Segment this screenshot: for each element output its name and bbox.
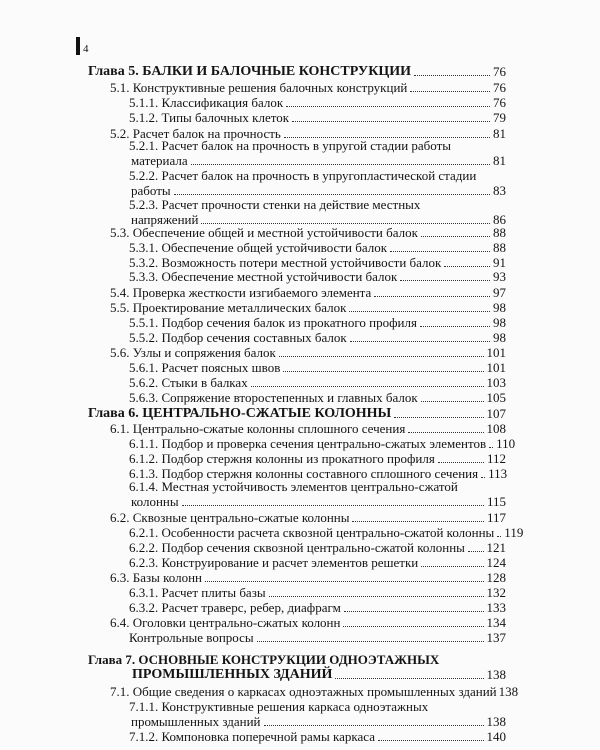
- toc-entry-title: 5.6.2. Стыки в балках: [129, 375, 248, 390]
- toc-entry-page: 121: [486, 540, 506, 555]
- toc-entry-title: 5.1.1. Классификация балок: [129, 95, 284, 110]
- toc-entry-page: 98: [493, 330, 506, 345]
- toc-entry: [110, 285, 506, 301]
- toc-entry-page: 138: [498, 684, 519, 699]
- toc-entry-page: 112: [486, 451, 506, 466]
- toc-entry-page: 117: [486, 510, 506, 525]
- toc-entry-title: 6.2.1. Особенности расчета сквозной центрально-сжатой колонны: [129, 525, 495, 540]
- toc-entry: [110, 615, 506, 631]
- toc-entry: [88, 406, 506, 422]
- toc-entry: [110, 80, 506, 96]
- toc-entry-page: 86: [493, 212, 506, 227]
- toc-entry-page: 110: [496, 436, 516, 451]
- toc-entry-title: 5.1. Конструктивные решения балочных конструкций: [110, 80, 408, 95]
- toc-entry-page: 138: [486, 667, 506, 682]
- toc-entry: [129, 585, 506, 601]
- toc-entry: [110, 300, 506, 316]
- toc-entry: [88, 652, 506, 683]
- toc-entry-page: 133: [486, 600, 506, 615]
- toc-entry-title: 5.6.3. Сопряжение второстепенных и главных балок: [129, 390, 418, 405]
- toc-entry: [129, 169, 506, 199]
- toc-entry: [110, 345, 506, 361]
- toc-entry-page: 76: [493, 64, 506, 79]
- toc-entry-title: 5.2.1. Расчет балок на прочность в упругой стадии работы: [129, 138, 452, 153]
- toc-entry-page: 140: [486, 729, 506, 744]
- toc-entry-title: Глава 6. ЦЕНТРАЛЬНО-СЖАТЫЕ КОЛОННЫ: [88, 406, 392, 421]
- toc-entry-title: 5.4. Проверка жесткости изгибаемого элемента: [110, 285, 372, 300]
- toc-entry-title: 7.1. Общие сведения о каркасах одноэтажных промышленных зданий: [110, 684, 497, 699]
- toc-entry: [129, 555, 506, 571]
- toc-entry: [129, 315, 506, 331]
- toc-entry-page: 98: [493, 300, 506, 315]
- toc-entry-page: 138: [486, 714, 506, 729]
- toc-entry-page: 107: [486, 406, 506, 421]
- toc-entry-title: 5.2. Расчет балок на прочность: [110, 126, 281, 141]
- toc-entry: [110, 421, 506, 437]
- toc-entry: [129, 110, 506, 126]
- page-marker: [76, 37, 89, 55]
- toc-entry: [129, 269, 506, 285]
- toc-entry-title: 5.5.1. Подбор сечения балок из прокатного профиля: [129, 315, 417, 330]
- toc-entry: [129, 540, 506, 556]
- toc-entry-page: 103: [486, 375, 506, 390]
- toc-entry: [88, 64, 506, 80]
- toc-entry: [129, 390, 506, 406]
- toc-entry-title: 7.1.1. Конструктивные решения каркаса одноэтажных: [129, 699, 429, 714]
- toc-entry-title: 5.2.3. Расчет прочности стенки на действие местных: [129, 197, 421, 212]
- toc-entry-title: 6.2.2. Подбор сечения сквозной центрально-сжатой колонны: [129, 540, 465, 555]
- toc-entry-title: 6.1.2. Подбор стержня колонны из прокатного профиля: [129, 451, 435, 466]
- toc-entry-page: 113: [488, 466, 508, 481]
- toc-entry-title: 6.2. Сквозные центрально-сжатые колонны: [110, 510, 350, 525]
- toc-entry: [129, 600, 506, 616]
- toc-entry-page: 119: [504, 525, 524, 540]
- toc-entry-page: 81: [493, 126, 506, 141]
- toc-entry-page: 124: [486, 555, 506, 570]
- page-number: 4: [83, 43, 89, 55]
- toc-entry: [129, 729, 506, 745]
- toc-entry-title: 7.1.2. Компоновка поперечной рамы каркаса: [129, 729, 375, 744]
- toc-entry-title: Контрольные вопросы: [129, 630, 254, 645]
- toc-entry-title: Глава 5. БАЛКИ И БАЛОЧНЫЕ КОНСТРУКЦИИ: [88, 64, 412, 79]
- toc-entry-page: 79: [493, 110, 506, 125]
- toc-entry-page: 115: [486, 494, 506, 509]
- toc-entry-page: 108: [486, 421, 506, 436]
- toc-entry: [129, 630, 506, 646]
- toc-entry-page: 128: [486, 570, 506, 585]
- toc-entry-page: 83: [493, 183, 506, 198]
- toc-entry-page: 134: [486, 615, 506, 630]
- toc-entry-page: 98: [493, 315, 506, 330]
- toc-entry-page: 88: [493, 240, 506, 255]
- toc-entry: [129, 436, 516, 452]
- toc-entry-page: 76: [493, 80, 506, 95]
- toc-entry-continuation: работы: [131, 183, 171, 198]
- page-marker-bar: [76, 37, 80, 55]
- toc-entry: [129, 375, 506, 391]
- toc-entry-page: 88: [493, 225, 506, 240]
- toc-entry-continuation: ПРОМЫШЛЕННЫХ ЗДАНИЙ: [132, 667, 333, 682]
- toc-entry-title: 5.3.3. Обеспечение местной устойчивости балок: [129, 269, 398, 284]
- toc-entry-title: 5.1.2. Типы балочных клеток: [129, 110, 290, 125]
- toc-entry-page: 101: [486, 345, 506, 360]
- toc-entry: [129, 95, 506, 111]
- toc-entry: [129, 139, 506, 169]
- toc-entry-title: 5.3.2. Возможность потери местной устойчивости балок: [129, 255, 442, 270]
- toc-entry: [129, 360, 506, 376]
- toc-entry-title: 6.3.2. Расчет траверс, ребер, диафрагм: [129, 600, 341, 615]
- toc-entry-page: 91: [493, 255, 506, 270]
- toc-entry-page: 97: [493, 285, 506, 300]
- toc-entry-continuation: промышленных зданий: [131, 714, 261, 729]
- toc-entry-page: 101: [486, 360, 506, 375]
- toc-entry-title: 6.3. Базы колонн: [110, 570, 202, 585]
- toc-entry-title: 6.4. Оголовки центрально-сжатых колонн: [110, 615, 341, 630]
- toc-entry-title: 5.6.1. Расчет поясных швов: [129, 360, 281, 375]
- toc-entry: [129, 525, 524, 541]
- toc-entry-continuation: напряжений: [131, 212, 199, 227]
- toc-entry: [129, 700, 506, 730]
- toc-entry: [129, 480, 506, 510]
- toc-entry: [129, 240, 506, 256]
- toc-entry: [129, 198, 506, 228]
- toc-entry: [110, 510, 506, 526]
- toc-entry-continuation: материала: [131, 153, 188, 168]
- toc-entry-title: 6.1.4. Местная устойчивость элементов центрально-сжатой: [129, 479, 458, 494]
- toc-entry-title: 6.1.1. Подбор и проверка сечения центрально-сжатых элементов: [129, 436, 487, 451]
- toc-entry-title: 5.3. Обеспечение общей и местной устойчивости балок: [110, 225, 418, 240]
- toc-entry-title: 6.2.3. Конструирование и расчет элементов решетки: [129, 555, 419, 570]
- toc-entry-continuation: колонны: [131, 494, 179, 509]
- toc-entry-page: 76: [493, 95, 506, 110]
- toc-entry-title: 5.2.2. Расчет балок на прочность в упругопластической стадии: [129, 168, 477, 183]
- toc-entry-page: 132: [486, 585, 506, 600]
- toc-entry-title: Глава 7. ОСНОВНЫЕ КОНСТРУКЦИИ ОДНОЭТАЖНЫХ: [88, 652, 440, 667]
- toc-entry-title: 5.5.2. Подбор сечения составных балок: [129, 330, 347, 345]
- toc-entry-title: 6.3.1. Расчет плиты базы: [129, 585, 266, 600]
- toc-entry-title: 5.6. Узлы и сопряжения балок: [110, 345, 276, 360]
- toc-entry-page: 93: [493, 269, 506, 284]
- toc-entry-page: 105: [486, 390, 506, 405]
- toc-entry-page: 81: [493, 153, 506, 168]
- toc-entry: [110, 225, 506, 241]
- toc-entry-title: 6.1.3. Подбор стержня колонны составного сплошного сечения: [129, 466, 479, 481]
- toc-entry: [110, 570, 506, 586]
- toc-entry-title: 5.3.1. Обеспечение общей устойчивости балок: [129, 240, 388, 255]
- toc-entry-page: 137: [486, 630, 506, 645]
- toc-entry: [129, 451, 506, 467]
- toc-entry-title: 6.1. Центрально-сжатые колонны сплошного сечения: [110, 421, 406, 436]
- toc-entry: [110, 684, 519, 700]
- toc-entry: [129, 330, 506, 346]
- toc-entry-title: 5.5. Проектирование металлических балок: [110, 300, 347, 315]
